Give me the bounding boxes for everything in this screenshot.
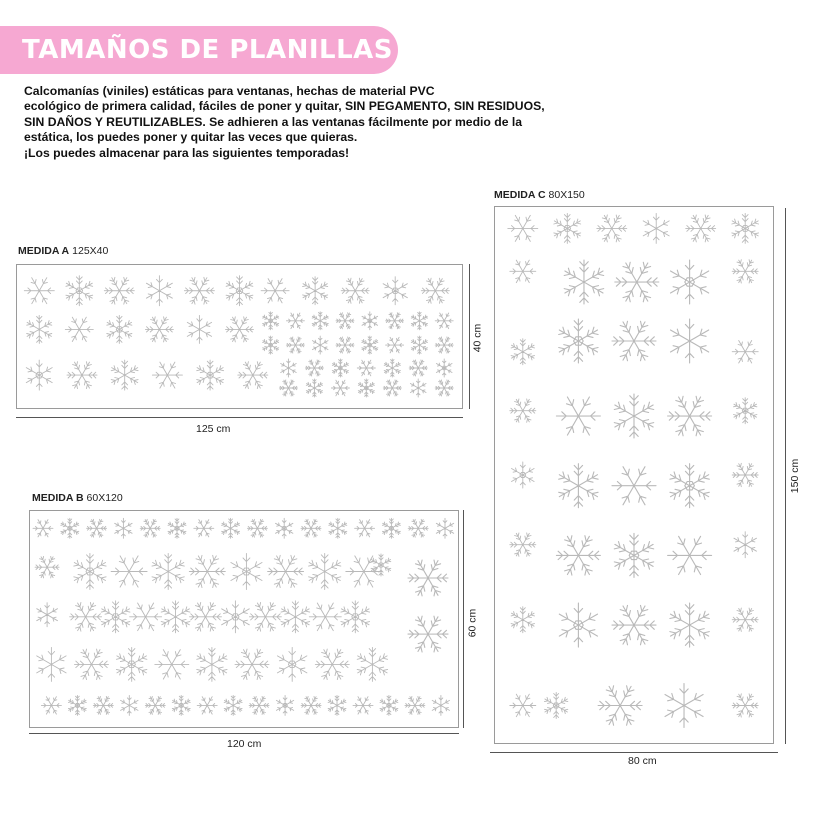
- snowflake-icon: [671, 260, 709, 304]
- sheet-a: [16, 264, 463, 409]
- snowflake-icon: [732, 341, 758, 364]
- description-line: ¡Los puedes almacenar para las siguientes temporadas!: [24, 145, 350, 160]
- snowflake-icon: [301, 696, 321, 714]
- sheet-b-width-label: 120 cm: [227, 738, 262, 750]
- snowflake-icon: [306, 379, 322, 397]
- snowflake-icon: [411, 312, 427, 330]
- snowflake-icon: [152, 362, 182, 388]
- snowflake-icon: [408, 616, 448, 652]
- sheet-b-name: MEDIDA B: [32, 492, 84, 504]
- sheet-c-width-line: [490, 752, 778, 753]
- snowflake-icon: [70, 603, 102, 632]
- snowflake-icon: [331, 380, 349, 396]
- snowflake-icon: [61, 518, 79, 538]
- snowflake-icon: [612, 321, 656, 360]
- sheet-a-label: [18, 245, 108, 257]
- snowflake-icon: [130, 603, 162, 631]
- snowflake-icon: [312, 312, 328, 330]
- snowflake-icon: [615, 262, 659, 302]
- snowflake-icon: [665, 684, 703, 728]
- snowflake-icon: [341, 601, 370, 633]
- snowflake-icon: [187, 315, 211, 343]
- snowflake-icon: [362, 336, 378, 354]
- snowflake-icon: [556, 536, 600, 575]
- sheet-b-height-label: 60 cm: [466, 608, 479, 638]
- snowflake-icon: [140, 519, 160, 537]
- snowflake-icon: [190, 603, 222, 632]
- snowflake-icon: [226, 276, 253, 306]
- snowflake-icon: [612, 605, 656, 644]
- snowflake-icon: [41, 697, 61, 714]
- snowflake-icon: [24, 278, 54, 304]
- snowflake-icon: [328, 695, 346, 715]
- title-banner: [0, 26, 398, 74]
- snowflake-icon: [315, 649, 349, 680]
- snowflake-icon: [614, 533, 653, 577]
- sheet-c: [494, 206, 774, 744]
- snowflake-icon: [435, 313, 453, 329]
- snowflake-icon: [66, 276, 93, 306]
- snowflake-icon: [732, 213, 759, 243]
- sheet-c-height-line: [785, 208, 786, 744]
- sheet-b-size: 60X120: [86, 492, 123, 504]
- snowflake-icon: [261, 279, 289, 303]
- sheet-c-height-label: 150 cm: [789, 458, 802, 494]
- snowflake-icon: [510, 533, 536, 556]
- snowflake-icon: [358, 379, 374, 397]
- snowflake-icon: [353, 697, 373, 714]
- snowflake-icon: [276, 518, 293, 538]
- snowflake-icon: [309, 554, 341, 590]
- sheet-b-width-line: [29, 733, 459, 734]
- snowflake-icon: [93, 696, 113, 714]
- snowflake-icon: [386, 313, 404, 329]
- sheet-a-size: 125X40: [72, 245, 109, 257]
- snowflake-icon: [559, 464, 598, 508]
- snowflake-icon: [559, 603, 597, 647]
- snowflake-icon: [222, 518, 240, 538]
- snowflake-icon: [410, 379, 426, 397]
- snowflake-icon: [286, 337, 304, 353]
- snowflake-icon: [281, 359, 297, 377]
- snowflake-icon: [668, 396, 712, 436]
- snowflake-icon: [26, 360, 52, 390]
- snowflake-icon: [75, 649, 109, 680]
- snowflake-icon: [512, 462, 535, 488]
- snowflake-icon: [68, 695, 86, 715]
- snowflake-icon: [510, 399, 536, 422]
- snowflake-icon: [421, 278, 449, 303]
- snowflake-icon: [614, 394, 653, 438]
- snowflake-icon: [121, 695, 138, 715]
- snowflake-icon: [145, 696, 165, 714]
- snowflake-icon: [189, 555, 225, 587]
- snowflake-icon: [35, 556, 59, 578]
- snowflake-icon: [643, 213, 669, 243]
- sheet-b-height-line: [463, 510, 464, 728]
- snowflake-icon: [511, 339, 534, 365]
- snowflake-icon: [247, 519, 267, 537]
- snowflake-icon: [436, 518, 453, 538]
- snowflake-icon: [277, 647, 307, 681]
- sheet-b: [29, 510, 459, 728]
- snowflake-icon: [309, 603, 341, 631]
- snowflake-icon: [312, 336, 328, 354]
- snowflake-icon: [197, 647, 227, 681]
- sheet-a-height-label: 40 cm: [471, 323, 484, 353]
- snowflake-icon: [281, 601, 310, 633]
- snowflake-icon: [116, 647, 146, 681]
- snowflake-icon: [235, 649, 269, 680]
- snowflake-icon: [224, 695, 242, 715]
- snowflake-icon: [732, 463, 758, 486]
- snowflake-icon: [27, 315, 52, 343]
- snowflake-icon: [115, 518, 132, 538]
- snowflake-icon: [383, 380, 401, 396]
- snowflake-icon: [732, 260, 758, 283]
- snowflake-icon: [436, 359, 452, 377]
- snowflake-icon: [357, 647, 387, 681]
- sheet-a-height-line: [469, 264, 470, 409]
- snowflake-icon: [67, 362, 97, 389]
- snowflake-icon: [107, 315, 132, 343]
- snowflake-icon: [409, 360, 427, 376]
- snowflake-icon: [111, 556, 147, 587]
- snowflake-icon: [362, 312, 378, 330]
- snowflake-icon: [65, 317, 93, 341]
- snowflake-icon: [197, 697, 217, 714]
- sheet-c-label: [494, 189, 585, 201]
- sheet-c-width-label: 80 cm: [628, 755, 657, 767]
- snowflake-icon: [276, 695, 293, 715]
- snowflake-icon: [597, 215, 627, 242]
- snowflake-icon: [408, 519, 428, 537]
- snowflake-icon: [329, 518, 347, 538]
- snowflake-icon: [226, 317, 254, 342]
- snowflake-icon: [554, 213, 581, 243]
- description-line: Calcomanías (viniles) estáticas para ventanas, hechas de material PVC: [24, 84, 435, 98]
- description-line: SIN DAÑOS Y REUTILIZABLES. Se adhieren a las ventanas fácilmente por medio de la: [24, 114, 523, 129]
- snowflake-icon: [249, 696, 269, 714]
- snowflake-icon: [37, 647, 66, 681]
- snowflake-icon: [612, 467, 656, 505]
- snowflake-icon: [155, 650, 189, 680]
- snowflake-icon: [194, 520, 214, 537]
- snowflake-pattern: [495, 207, 773, 743]
- snowflake-icon: [732, 608, 758, 631]
- snowflake-icon: [598, 686, 642, 725]
- description-line: estática, los puedes poner y quitar las veces que quieras.: [24, 130, 358, 145]
- snowflake-icon: [670, 464, 709, 508]
- snowflake-icon: [231, 554, 262, 590]
- snowflake-icon: [732, 694, 758, 717]
- snowflake-icon: [686, 215, 716, 242]
- snowflake-icon: [435, 380, 453, 396]
- snowflake-icon: [382, 518, 400, 538]
- snowflake-icon: [152, 554, 184, 590]
- snowflake-icon: [268, 555, 304, 587]
- snowflake-icon: [303, 277, 328, 305]
- snowflake-icon: [411, 336, 427, 354]
- description-line: ecológico de primera calidad, fáciles de poner y quitar, SIN PEGAMENTO, SIN RESIDUOS,: [24, 99, 545, 114]
- snowflake-icon: [371, 554, 391, 576]
- snowflake-icon: [508, 215, 538, 241]
- snowflake-icon: [432, 695, 449, 715]
- snowflake-icon: [380, 695, 398, 715]
- snowflake-icon: [510, 260, 536, 283]
- snowflake-icon: [671, 319, 709, 363]
- snowflake-icon: [408, 560, 448, 596]
- snowflake-icon: [301, 519, 321, 537]
- snowflake-icon: [249, 603, 281, 632]
- snowflake-icon: [87, 519, 107, 537]
- snowflake-icon: [222, 601, 250, 633]
- sheet-a-name: MEDIDA A: [18, 245, 70, 257]
- snowflake-icon: [279, 380, 297, 396]
- snowflake-pattern: [30, 511, 458, 727]
- snowflake-icon: [341, 278, 369, 303]
- snowflake-icon: [33, 520, 53, 537]
- snowflake-icon: [104, 277, 134, 304]
- snowflake-icon: [74, 554, 106, 590]
- snowflake-icon: [184, 277, 214, 304]
- snowflake-icon: [101, 601, 130, 633]
- snowflake-icon: [357, 360, 375, 376]
- snowflake-icon: [37, 603, 58, 627]
- snowflake-icon: [263, 336, 279, 354]
- snowflake-icon: [670, 603, 709, 647]
- snowflake-icon: [384, 359, 400, 377]
- snowflake-icon: [405, 696, 425, 714]
- snowflake-icon: [111, 360, 138, 390]
- snowflake-icon: [510, 694, 536, 717]
- snowflake-icon: [734, 398, 757, 424]
- snowflake-icon: [172, 695, 190, 715]
- snowflake-icon: [559, 319, 598, 363]
- snowflake-icon: [145, 317, 173, 342]
- snowflake-icon: [386, 337, 404, 353]
- snowflake-icon: [556, 397, 600, 435]
- snowflake-icon: [336, 337, 354, 353]
- sheet-c-size: 80X150: [548, 189, 585, 201]
- snowflake-icon: [146, 276, 172, 306]
- snowflake-icon: [238, 362, 268, 389]
- snowflake-icon: [734, 532, 757, 558]
- snowflake-icon: [668, 536, 712, 574]
- snowflake-icon: [383, 277, 407, 305]
- snowflake-icon: [286, 313, 304, 329]
- snowflake-icon: [161, 601, 190, 633]
- snowflake-icon: [511, 607, 534, 633]
- sheet-c-name: MEDIDA C: [494, 189, 546, 201]
- sheet-b-label: [32, 492, 123, 504]
- snowflake-icon: [564, 260, 604, 304]
- sheet-a-width-line: [16, 417, 463, 418]
- snowflake-icon: [545, 693, 568, 719]
- snowflake-icon: [332, 359, 348, 377]
- snowflake-icon: [168, 518, 186, 538]
- page-title: TAMAÑOS DE PLANILLAS: [22, 35, 394, 65]
- snowflake-icon: [336, 313, 354, 329]
- snowflake-icon: [355, 520, 375, 537]
- snowflake-icon: [197, 360, 224, 390]
- product-description: [24, 84, 594, 161]
- snowflake-icon: [305, 360, 323, 376]
- snowflake-icon: [263, 312, 279, 330]
- snowflake-icon: [435, 337, 453, 353]
- snowflake-pattern: [17, 265, 462, 408]
- sheet-a-width-label: 125 cm: [196, 423, 231, 435]
